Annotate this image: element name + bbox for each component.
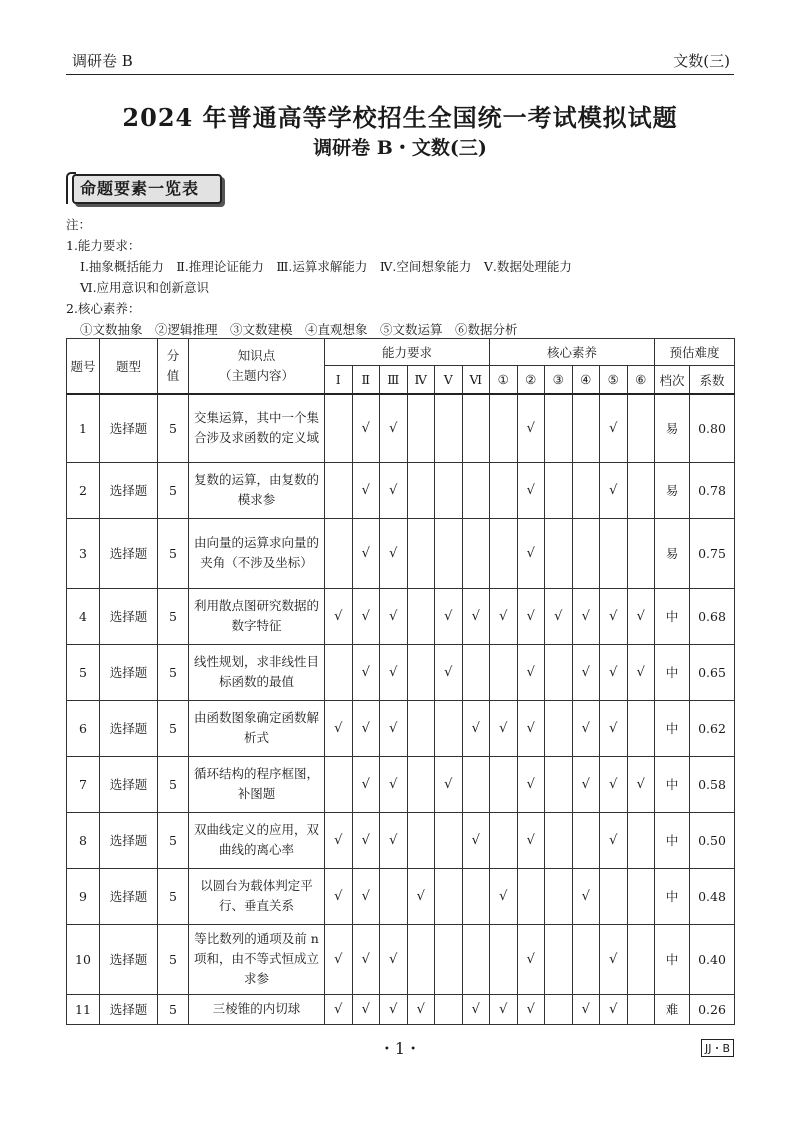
header-kp [189, 339, 325, 395]
ability-cell [435, 812, 463, 868]
header-score-text: 分值 [166, 348, 180, 383]
literacy-cell: √ [572, 700, 600, 756]
literacy-cell [572, 462, 600, 518]
row-num: 7 [67, 756, 100, 812]
literacy-line: ①文数抽象 ②逻辑推理 ③文数建模 ④直观想象 ⑤文数运算 ⑥数据分析 [80, 322, 518, 337]
row-num: 9 [67, 868, 100, 924]
literacy-cell [545, 462, 573, 518]
literacy-col-header: ⑥ [627, 366, 655, 395]
page-number: ・1・ [378, 1039, 422, 1058]
ability-cell [435, 994, 463, 1024]
ability-cell [407, 644, 435, 700]
ability-cell: √ [352, 518, 380, 588]
header-score [158, 339, 189, 395]
section-banner [66, 172, 224, 204]
row-type: 选择题 [100, 700, 158, 756]
literacy-cell [490, 812, 518, 868]
row-type: 选择题 [100, 812, 158, 868]
literacy-cell: √ [600, 588, 628, 644]
table-row [67, 756, 735, 812]
row-coef: 0.58 [690, 756, 735, 812]
row-score: 5 [158, 812, 189, 868]
row-level: 中 [655, 924, 690, 994]
level-col-header: 档次 [655, 366, 690, 395]
ability-cell: √ [325, 588, 353, 644]
row-coef: 0.48 [690, 868, 735, 924]
header-num: 题号 [67, 339, 100, 395]
header-literacy: 核心素养 [490, 339, 655, 366]
row-score: 5 [158, 588, 189, 644]
row-score: 5 [158, 462, 189, 518]
literacy-cell [627, 994, 655, 1024]
table-row [67, 462, 735, 518]
literacy-cell: √ [572, 868, 600, 924]
row-score: 5 [158, 518, 189, 588]
literacy-col-header: ③ [545, 366, 573, 395]
literacy-cell: √ [572, 756, 600, 812]
header-ability: 能力要求 [325, 339, 490, 366]
banner-label: 命题要素一览表 [80, 179, 200, 198]
literacy-cell: √ [517, 924, 545, 994]
ability-cell [380, 868, 408, 924]
literacy-cell [490, 924, 518, 994]
row-type: 选择题 [100, 394, 158, 462]
ability-cell [407, 588, 435, 644]
row-score: 5 [158, 756, 189, 812]
ability-cell: √ [325, 700, 353, 756]
row-coef: 0.62 [690, 700, 735, 756]
literacy-col-header: ② [517, 366, 545, 395]
literacy-cell [545, 394, 573, 462]
literacy-cell: √ [600, 644, 628, 700]
row-level: 中 [655, 588, 690, 644]
row-type: 选择题 [100, 868, 158, 924]
ability-cell: √ [352, 868, 380, 924]
literacy-cell [545, 868, 573, 924]
literacy-cell: √ [572, 644, 600, 700]
row-level: 中 [655, 700, 690, 756]
literacy-cell: √ [517, 518, 545, 588]
ability-cell: √ [407, 868, 435, 924]
row-num: 6 [67, 700, 100, 756]
table-row [67, 588, 735, 644]
row-level: 易 [655, 462, 690, 518]
ability-cell [407, 756, 435, 812]
literacy-cell [627, 700, 655, 756]
row-score: 5 [158, 700, 189, 756]
literacy-cell [627, 924, 655, 994]
notes-label: 注： [66, 217, 92, 232]
literacy-cell: √ [600, 924, 628, 994]
ability-cell: √ [435, 644, 463, 700]
row-score: 5 [158, 868, 189, 924]
literacy-cell [490, 518, 518, 588]
row-knowledge-point: 等比数列的通项及前 n 项和，由不等式恒成立求参 [189, 924, 325, 994]
row-knowledge-point: 交集运算，其中一个集合涉及求函数的定义域 [189, 394, 325, 462]
ability-col-header: Ⅵ [462, 366, 490, 395]
row-coef: 0.75 [690, 518, 735, 588]
literacy-cell [545, 518, 573, 588]
ability-cell [325, 462, 353, 518]
page-subtitle: 调研卷 B・文数(三) [313, 137, 487, 159]
literacy-cell [572, 924, 600, 994]
row-type: 选择题 [100, 924, 158, 994]
ability-cell: √ [380, 812, 408, 868]
literacy-cell: √ [600, 462, 628, 518]
page-header [66, 44, 734, 75]
ability-cell: √ [462, 588, 490, 644]
row-level: 中 [655, 812, 690, 868]
row-knowledge-point: 由向量的运算求向量的夹角（不涉及坐标） [189, 518, 325, 588]
row-knowledge-point: 由函数图象确定函数解析式 [189, 700, 325, 756]
literacy-cell [627, 868, 655, 924]
ability-cell [407, 518, 435, 588]
literacy-cell: √ [600, 700, 628, 756]
literacy-cell [517, 868, 545, 924]
ability-cell: √ [380, 700, 408, 756]
row-coef: 0.40 [690, 924, 735, 994]
row-knowledge-point: 双曲线定义的应用，双曲线的离心率 [189, 812, 325, 868]
ability-cell: √ [352, 462, 380, 518]
ability-cell: √ [462, 700, 490, 756]
row-level: 易 [655, 394, 690, 462]
ability-cell [435, 518, 463, 588]
row-num: 11 [67, 994, 100, 1024]
table-row [67, 868, 735, 924]
literacy-cell: √ [627, 756, 655, 812]
row-knowledge-point: 线性规划，求非线性目标函数的最值 [189, 644, 325, 700]
row-coef: 0.68 [690, 588, 735, 644]
literacy-cell [627, 518, 655, 588]
ability-line-1: Ⅰ.抽象概括能力 Ⅱ.推理论证能力 Ⅲ.运算求解能力 Ⅳ.空间想象能力 Ⅴ.数据处理能力 [80, 259, 572, 274]
ability-cell [435, 462, 463, 518]
row-num: 4 [67, 588, 100, 644]
ability-cell: √ [352, 994, 380, 1024]
literacy-col-header: ④ [572, 366, 600, 395]
literacy-cell: √ [517, 394, 545, 462]
literacy-title: 2.核心素养： [66, 301, 141, 316]
row-knowledge-point: 三棱锥的内切球 [189, 994, 325, 1024]
literacy-cell [627, 812, 655, 868]
row-type: 选择题 [100, 756, 158, 812]
literacy-cell [627, 462, 655, 518]
literacy-cell [545, 994, 573, 1024]
ability-title: 1.能力要求： [66, 238, 141, 253]
literacy-cell: √ [517, 700, 545, 756]
ability-cell: √ [380, 588, 408, 644]
ability-cell: √ [380, 924, 408, 994]
ability-cell: √ [325, 994, 353, 1024]
ability-cell [462, 924, 490, 994]
literacy-cell: √ [572, 588, 600, 644]
ability-col-header: Ⅳ [407, 366, 435, 395]
row-type: 选择题 [100, 644, 158, 700]
literacy-cell [545, 644, 573, 700]
ability-cell: √ [380, 756, 408, 812]
ability-cell: √ [352, 588, 380, 644]
literacy-cell: √ [490, 994, 518, 1024]
ability-cell: √ [380, 994, 408, 1024]
ability-line-2: Ⅵ.应用意识和创新意识 [80, 280, 210, 295]
ability-cell [407, 394, 435, 462]
literacy-cell [545, 924, 573, 994]
row-coef: 0.78 [690, 462, 735, 518]
ability-cell [462, 462, 490, 518]
literacy-cell [490, 462, 518, 518]
ability-cell: √ [462, 994, 490, 1024]
table-row [67, 394, 735, 462]
ability-cell [325, 518, 353, 588]
row-type: 选择题 [100, 462, 158, 518]
literacy-cell [600, 518, 628, 588]
literacy-cell [490, 394, 518, 462]
row-level: 中 [655, 644, 690, 700]
header-difficulty: 预估难度 [655, 339, 735, 366]
ability-cell [462, 756, 490, 812]
ability-cell: √ [325, 812, 353, 868]
literacy-cell: √ [600, 394, 628, 462]
ability-cell: √ [435, 756, 463, 812]
row-num: 10 [67, 924, 100, 994]
row-level: 中 [655, 756, 690, 812]
ability-cell [435, 700, 463, 756]
ability-cell [325, 756, 353, 812]
coef-col-header: 系数 [690, 366, 735, 395]
row-coef: 0.80 [690, 394, 735, 462]
literacy-cell [600, 868, 628, 924]
table-row [67, 518, 735, 588]
literacy-cell [572, 394, 600, 462]
row-num: 2 [67, 462, 100, 518]
ability-cell: √ [462, 812, 490, 868]
literacy-cell: √ [490, 868, 518, 924]
ability-cell: √ [352, 644, 380, 700]
literacy-cell [572, 812, 600, 868]
ability-cell: √ [380, 644, 408, 700]
table-row [67, 812, 735, 868]
notes-section [66, 214, 572, 340]
row-num: 5 [67, 644, 100, 700]
literacy-cell [627, 394, 655, 462]
ability-cell: √ [435, 588, 463, 644]
literacy-cell [490, 756, 518, 812]
header-right: 文数(三) [673, 52, 730, 70]
ability-col-header: Ⅱ [352, 366, 380, 395]
header-kp-title: 知识点 [237, 348, 276, 363]
ability-col-header: Ⅲ [380, 366, 408, 395]
row-level: 中 [655, 868, 690, 924]
ability-cell [435, 924, 463, 994]
ability-cell: √ [380, 462, 408, 518]
literacy-col-header: ⑤ [600, 366, 628, 395]
literacy-cell [545, 756, 573, 812]
row-type: 选择题 [100, 518, 158, 588]
row-score: 5 [158, 644, 189, 700]
ability-cell [462, 518, 490, 588]
ability-cell [325, 644, 353, 700]
row-type: 选择题 [100, 994, 158, 1024]
row-score: 5 [158, 924, 189, 994]
ability-cell [435, 394, 463, 462]
literacy-cell: √ [600, 994, 628, 1024]
row-score: 5 [158, 994, 189, 1024]
ability-cell [407, 700, 435, 756]
row-num: 8 [67, 812, 100, 868]
footer-tag: JJ・B [701, 1039, 734, 1057]
literacy-cell: √ [490, 588, 518, 644]
row-coef: 0.26 [690, 994, 735, 1024]
ability-cell [407, 462, 435, 518]
row-coef: 0.65 [690, 644, 735, 700]
ability-cell [462, 868, 490, 924]
row-level: 难 [655, 994, 690, 1024]
literacy-cell [545, 812, 573, 868]
row-knowledge-point: 复数的运算，由复数的模求参 [189, 462, 325, 518]
ability-cell [325, 394, 353, 462]
literacy-cell: √ [517, 644, 545, 700]
row-num: 3 [67, 518, 100, 588]
literacy-cell: √ [600, 756, 628, 812]
row-knowledge-point: 利用散点图研究数据的数字特征 [189, 588, 325, 644]
literacy-cell: √ [572, 994, 600, 1024]
row-level: 易 [655, 518, 690, 588]
ability-cell: √ [352, 700, 380, 756]
ability-cell [407, 812, 435, 868]
row-knowledge-point: 循环结构的程序框图，补图题 [189, 756, 325, 812]
ability-cell: √ [352, 812, 380, 868]
literacy-cell: √ [490, 700, 518, 756]
ability-cell: √ [325, 924, 353, 994]
ability-col-header: Ⅴ [435, 366, 463, 395]
literacy-cell [490, 644, 518, 700]
literacy-col-header: ① [490, 366, 518, 395]
literacy-cell: √ [600, 812, 628, 868]
ability-cell [462, 394, 490, 462]
ability-cell: √ [380, 394, 408, 462]
literacy-cell: √ [517, 756, 545, 812]
literacy-cell [572, 518, 600, 588]
literacy-cell: √ [517, 588, 545, 644]
header-kp-sub: （主题内容） [218, 368, 294, 383]
ability-cell: √ [407, 994, 435, 1024]
ability-cell: √ [352, 924, 380, 994]
table-row [67, 994, 735, 1024]
ability-cell: √ [325, 868, 353, 924]
header-type: 题型 [100, 339, 158, 395]
ability-col-header: Ⅰ [325, 366, 353, 395]
literacy-cell: √ [545, 588, 573, 644]
ability-cell [462, 644, 490, 700]
literacy-cell: √ [627, 644, 655, 700]
literacy-cell: √ [517, 462, 545, 518]
ability-cell: √ [352, 394, 380, 462]
ability-cell [407, 924, 435, 994]
table-row [67, 700, 735, 756]
literacy-cell: √ [517, 812, 545, 868]
row-score: 5 [158, 394, 189, 462]
ability-cell [435, 868, 463, 924]
page-title: 2024 年普通高等学校招生全国统一考试模拟试题 [122, 103, 678, 132]
header-left: 调研卷 B [72, 52, 133, 70]
row-type: 选择题 [100, 588, 158, 644]
literacy-cell [545, 700, 573, 756]
row-knowledge-point: 以圆台为载体判定平行、垂直关系 [189, 868, 325, 924]
row-coef: 0.50 [690, 812, 735, 868]
ability-cell: √ [352, 756, 380, 812]
literacy-cell: √ [627, 588, 655, 644]
table-row [67, 644, 735, 700]
elements-table [66, 338, 735, 1025]
row-num: 1 [67, 394, 100, 462]
ability-cell: √ [380, 518, 408, 588]
table-row [67, 924, 735, 994]
literacy-cell: √ [517, 994, 545, 1024]
